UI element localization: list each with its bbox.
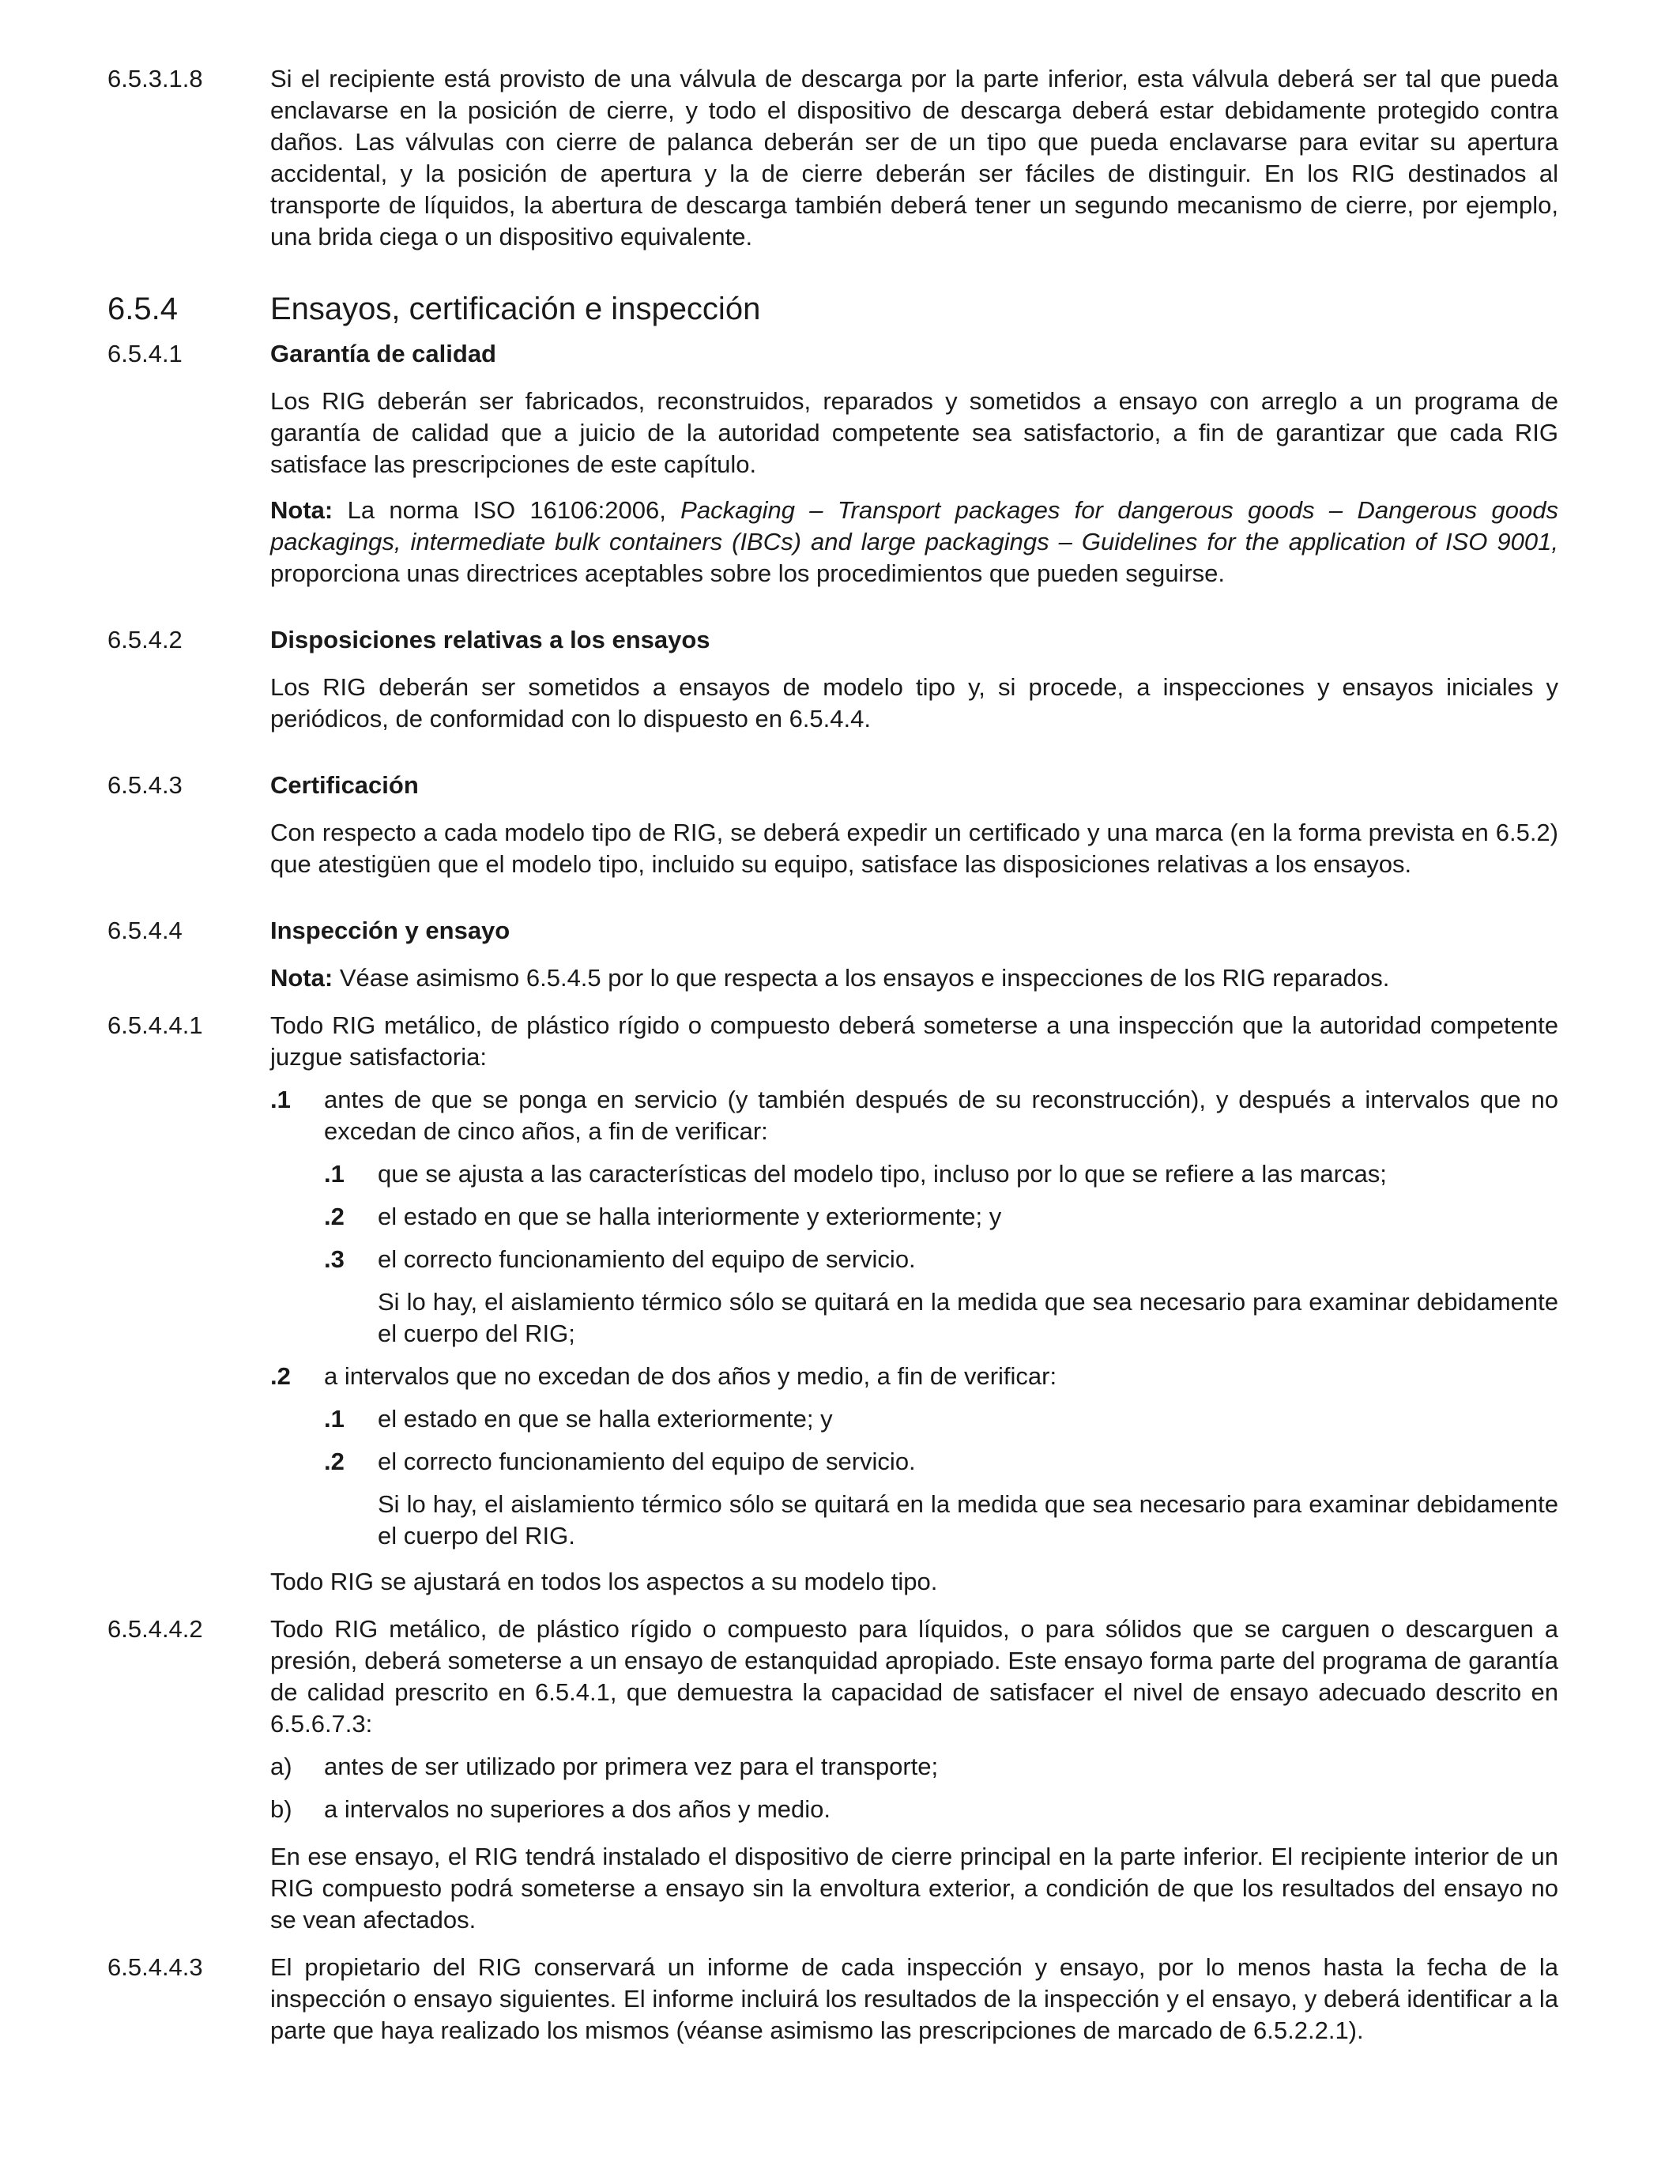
section-number: 6.5.4.4.1: [107, 1011, 203, 1039]
section-6-5-4-4-3: [107, 1952, 1558, 2047]
sub-list-item: [324, 1244, 1558, 1275]
section-6-5-4-heading: [107, 289, 1558, 329]
list-marker: .2: [324, 1448, 345, 1475]
list-text: a intervalos no superiores a dos años y medio.: [324, 1795, 831, 1823]
list-text: el estado en que se halla interiormente y exteriormente; y: [378, 1203, 1002, 1230]
section-6-5-4-4-heading: [107, 915, 1558, 947]
paragraph: Todo RIG se ajustará en todos los aspectos a su modelo tipo.: [270, 1568, 938, 1595]
section-title: Disposiciones relativas a los ensayos: [270, 626, 710, 653]
list-text: que se ajusta a las características del modelo tipo, incluso por lo que se refiere a las marcas;: [378, 1160, 1387, 1188]
section-6-5-3-1-8: [107, 63, 1558, 253]
section-title: Ensayos, certificación e inspección: [270, 292, 761, 326]
note-text: Véase asimismo 6.5.4.5 por lo que respecta a los ensayos e inspecciones de los RIG reparados.: [333, 964, 1390, 992]
list-marker: b): [270, 1795, 292, 1823]
list-marker: .2: [324, 1203, 345, 1230]
section-6-5-4-3-heading: [107, 770, 1558, 801]
paragraph: Todo RIG metálico, de plástico rígido o compuesto para líquidos, o para sólidos que se carguen o descarguen a presión, deberá someterse a un ensayo de estanquidad apropiado. Este ensayo forma parte del programa de garantía de calidad prescrito en 6.5.4.1, que demuestra la capacidad de satisfacer el nivel de ensayo adecuado descrito en 6.5.6.7.3:: [270, 1615, 1558, 1738]
paragraph: Si lo hay, el aislamiento térmico sólo se quitará en la medida que sea necesario para examinar debidamente el cuerpo del RIG.: [378, 1490, 1558, 1550]
sub-list-item: [324, 1446, 1558, 1478]
list-text: el correcto funcionamiento del equipo de servicio.: [378, 1245, 916, 1273]
sub-list-item: [324, 1158, 1558, 1190]
section-title: Garantía de calidad: [270, 340, 496, 367]
note-text: La norma ISO 16106:2006,: [333, 496, 681, 524]
note-label: Nota:: [270, 964, 333, 992]
section-6-5-4-4-1: [107, 1010, 1558, 1598]
list-marker: a): [270, 1753, 292, 1780]
section-number: 6.5.4: [107, 292, 178, 326]
list-item: [270, 1361, 1558, 1552]
section-number: 6.5.4.3: [107, 771, 183, 799]
note: [270, 495, 1558, 589]
paragraph: Si lo hay, el aislamiento térmico sólo se quitará en la medida que sea necesario para examinar debidamente el cuerpo del RIG;: [378, 1288, 1558, 1347]
paragraph: En ese ensayo, el RIG tendrá instalado el dispositivo de cierre principal en la parte inferior. El recipiente interior de un RIG compuesto podrá someterse a ensayo sin la envoltura exterior, a condición de que los resultados del ensayo no se vean afectados.: [270, 1843, 1558, 1934]
sub-list-item: [324, 1201, 1558, 1233]
sub-list-item: [324, 1403, 1558, 1435]
section-6-5-4-1-heading: [107, 338, 1558, 370]
paragraph: Todo RIG metálico, de plástico rígido o compuesto deberá someterse a una inspección que la autoridad competente juzgue satisfactoria:: [270, 1011, 1558, 1071]
note-title-italic: Packaging – Transport packages for dangerous goods – Dangerous goods packagings, intermediate bulk containers (IBCs) and large packagings – Guidelines for the application of ISO 9001,: [270, 496, 1558, 555]
paragraph: Si el recipiente está provisto de una válvula de descarga por la parte inferior, esta válvula deberá ser tal que pueda enclavarse en la posición de cierre, y todo el dispositivo de descarga deberá estar debidamente protegido contra daños. Las válvulas con cierre de palanca deberán ser de un tipo que pueda enclavarse para evitar su apertura accidental, y la posición de apertura y la de cierre deberán ser fáciles de distinguir. En los RIG destinados al transporte de líquidos, la abertura de descarga también deberá tener un segundo mecanismo de cierre, por ejemplo, una brida ciega o un dispositivo equivalente.: [270, 65, 1558, 250]
section-6-5-4-2-heading: [107, 624, 1558, 656]
note: [270, 962, 1558, 994]
section-number: 6.5.4.4.2: [107, 1615, 203, 1643]
section-number: 6.5.4.1: [107, 340, 183, 367]
section-title: Inspección y ensayo: [270, 917, 510, 944]
section-number: 6.5.4.4: [107, 917, 183, 944]
list-item: [270, 1794, 1558, 1825]
section-number: 6.5.4.2: [107, 626, 183, 653]
paragraph: Los RIG deberán ser fabricados, reconstruidos, reparados y sometidos a ensayo con arreglo a un programa de garantía de calidad que a juicio de la autoridad competente sea satisfactorio, a fin de garantizar que cada RIG satisface las prescripciones de este capítulo.: [270, 387, 1558, 478]
list-text: el correcto funcionamiento del equipo de servicio.: [378, 1448, 916, 1475]
paragraph: Los RIG deberán ser sometidos a ensayos de modelo tipo y, si procede, a inspecciones y ensayos iniciales y periódicos, de conformidad con lo dispuesto en 6.5.4.4.: [270, 673, 1558, 732]
list-item: [270, 1084, 1558, 1350]
paragraph: El propietario del RIG conservará un informe de cada inspección y ensayo, por lo menos hasta la fecha de la inspección o ensayo siguientes. El informe incluirá los resultados de la inspección y el ensayo, y deberá identificar a la parte que haya realizado los mismos (véanse asimismo las prescripciones de marcado de 6.5.2.2.1).: [270, 1953, 1558, 2044]
section-6-5-4-4-2: [107, 1614, 1558, 1936]
section-number: 6.5.4.4.3: [107, 1953, 203, 1981]
note-label: Nota:: [270, 496, 333, 524]
document-page: [107, 63, 1558, 2047]
list-marker: .1: [324, 1160, 345, 1188]
section-number: 6.5.3.1.8: [107, 65, 203, 92]
list-text: a intervalos que no excedan de dos años y medio, a fin de verificar:: [324, 1362, 1057, 1390]
list-item: [270, 1751, 1558, 1783]
paragraph: Con respecto a cada modelo tipo de RIG, se deberá expedir un certificado y una marca (en la forma prevista en 6.5.2) que atestigüen que el modelo tipo, incluido su equipo, satisface las disposiciones relativas a los ensayos.: [270, 819, 1558, 878]
section-title: Certificación: [270, 771, 419, 799]
list-marker: .3: [324, 1245, 345, 1273]
list-marker: .1: [324, 1405, 345, 1433]
list-text: el estado en que se halla exteriormente; y: [378, 1405, 833, 1433]
list-text: antes de que se ponga en servicio (y también después de su reconstrucción), y después a intervalos que no excedan de cinco años, a fin de verificar:: [324, 1086, 1558, 1145]
note-text: proporciona unas directrices aceptables sobre los procedimientos que pueden seguirse.: [270, 559, 1226, 587]
list-marker: .1: [270, 1086, 291, 1113]
list-marker: .2: [270, 1362, 291, 1390]
list-text: antes de ser utilizado por primera vez para el transporte;: [324, 1753, 939, 1780]
